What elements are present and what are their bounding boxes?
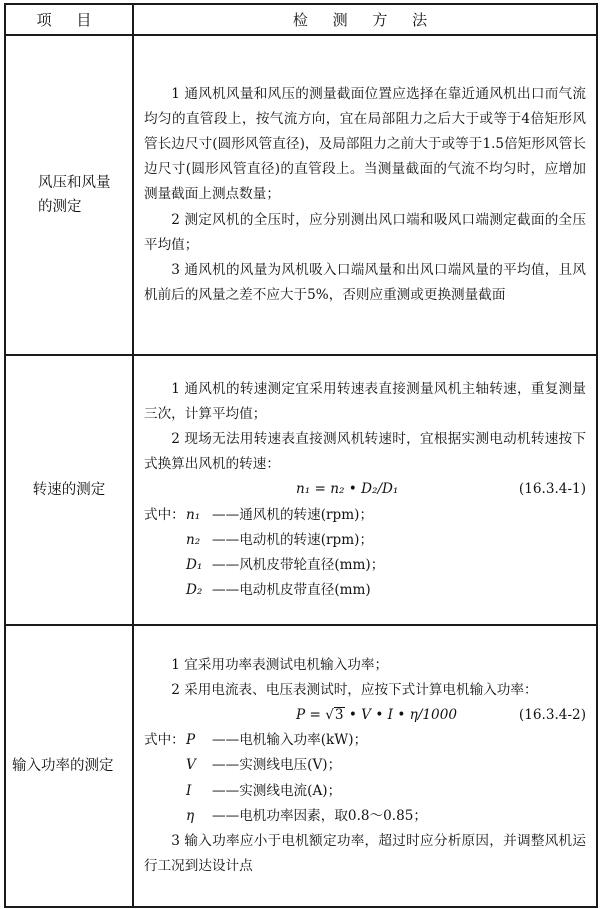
variable-row bbox=[144, 753, 586, 778]
variable-description: ——电动机皮带直径(mm) bbox=[212, 582, 371, 599]
item-cell-input-power bbox=[5, 625, 133, 907]
where-label: 式中： bbox=[144, 732, 185, 749]
variable-row bbox=[144, 779, 586, 804]
method-paragraph: 3 通风机的风量为风机吸入口端风量和出风口端风量的平均值，且风机前后的风量之差不应大于5%，否则应重测或更换测量截面 bbox=[144, 262, 586, 304]
method-paragraph: 2 现场无法用转速表直接测风机转速时，宜根据实测电动机转速按下式换算出风机的转速： bbox=[144, 430, 586, 473]
formula-rhs: • V • I • η/1000 bbox=[344, 706, 458, 723]
table-row bbox=[5, 355, 597, 625]
item-cell-speed bbox=[5, 355, 133, 625]
method-paragraph: 3 输入功率应小于电机额定功率，超过时应分析原因，并调整风机运行工况到达设计点 bbox=[144, 833, 586, 875]
variable-description: ——电机功率因素，取0.8～0.85； bbox=[212, 807, 428, 824]
formula-number: (16.3.4-1) bbox=[518, 481, 586, 498]
formula bbox=[144, 477, 586, 502]
variable-row bbox=[144, 728, 586, 753]
item-label: 转速的测定 bbox=[32, 482, 106, 498]
formula-expression: n₁ = n₂ • D₂/D₁ bbox=[296, 481, 399, 498]
variable-description: ——电机输入功率(kW)； bbox=[212, 732, 368, 749]
variable-symbol: V bbox=[186, 757, 196, 774]
variable-symbol: D₂ bbox=[186, 582, 203, 599]
formula bbox=[144, 703, 586, 728]
variable-row bbox=[144, 528, 586, 553]
method-paragraph: 2 采用电流表、电压表测试时，应按下式计算电机输入功率： bbox=[171, 681, 538, 698]
variable-symbol: η bbox=[186, 807, 195, 824]
variable-description: ——风机皮带轮直径(mm)； bbox=[212, 557, 385, 573]
header-method: 检 测 方 法 bbox=[133, 4, 597, 35]
formula-expression bbox=[296, 703, 457, 728]
variable-description: ——电动机的转速(rpm)； bbox=[212, 531, 374, 548]
table-row bbox=[5, 35, 597, 355]
formula-lhs: P = bbox=[296, 706, 326, 723]
variable-symbol: n₁ bbox=[186, 506, 201, 523]
method-cell bbox=[133, 355, 597, 625]
variable-symbol: D₁ bbox=[186, 557, 203, 573]
variable-description: ——实测线电流(A)； bbox=[212, 782, 342, 799]
header-item: 项 目 bbox=[5, 4, 133, 35]
test-method-table bbox=[4, 3, 598, 908]
variable-symbol: P bbox=[186, 732, 196, 749]
formula-number: (16.3.4-2) bbox=[518, 706, 586, 723]
variable-description: ——实测线电压(V)； bbox=[212, 757, 342, 774]
variable-symbol: n₂ bbox=[186, 531, 201, 548]
variable-description: ——通风机的转速(rpm)； bbox=[212, 506, 374, 523]
where-label: 式中： bbox=[144, 506, 185, 523]
method-paragraph: 1 通风机的转速测定宜采用转速表直接测量风机主轴转速，重复测量三次，计算平均值； bbox=[144, 380, 586, 422]
variable-row bbox=[144, 578, 586, 603]
sqrt-radicand: 3 bbox=[334, 706, 344, 723]
item-cell-pressure-volume bbox=[5, 35, 133, 355]
variable-symbol: I bbox=[186, 782, 192, 799]
sqrt-sign: √ bbox=[325, 706, 334, 723]
table-header-row bbox=[5, 4, 597, 35]
method-paragraph: 1 宜采用功率表测试电机输入功率； bbox=[171, 656, 389, 673]
variable-row bbox=[144, 503, 586, 528]
variable-row bbox=[144, 553, 586, 578]
method-cell bbox=[133, 625, 597, 907]
item-label: 风压和风量的测定 bbox=[38, 175, 111, 215]
method-cell bbox=[133, 35, 597, 355]
method-paragraph: 2 测定风机的全压时，应分别测出风口端和吸风口端测定截面的全压平均值； bbox=[144, 211, 586, 253]
method-paragraph: 1 通风机风量和风压的测量截面位置应选择在靠近通风机出口而气流均匀的直管段上，按气流方向，宜在局部阻力之后大于或等于4倍矩形风管长边尺寸(圆形风管直径)，及局部阻力之前大于或等于1.5倍矩形风管长边尺寸(圆形风管直径)的直管段上。当测量截面的气流不均匀时，应增加测量截面上测点数量； bbox=[144, 85, 586, 203]
table-row bbox=[5, 625, 597, 907]
variable-row bbox=[144, 804, 586, 829]
item-label: 输入功率的测定 bbox=[12, 758, 114, 774]
